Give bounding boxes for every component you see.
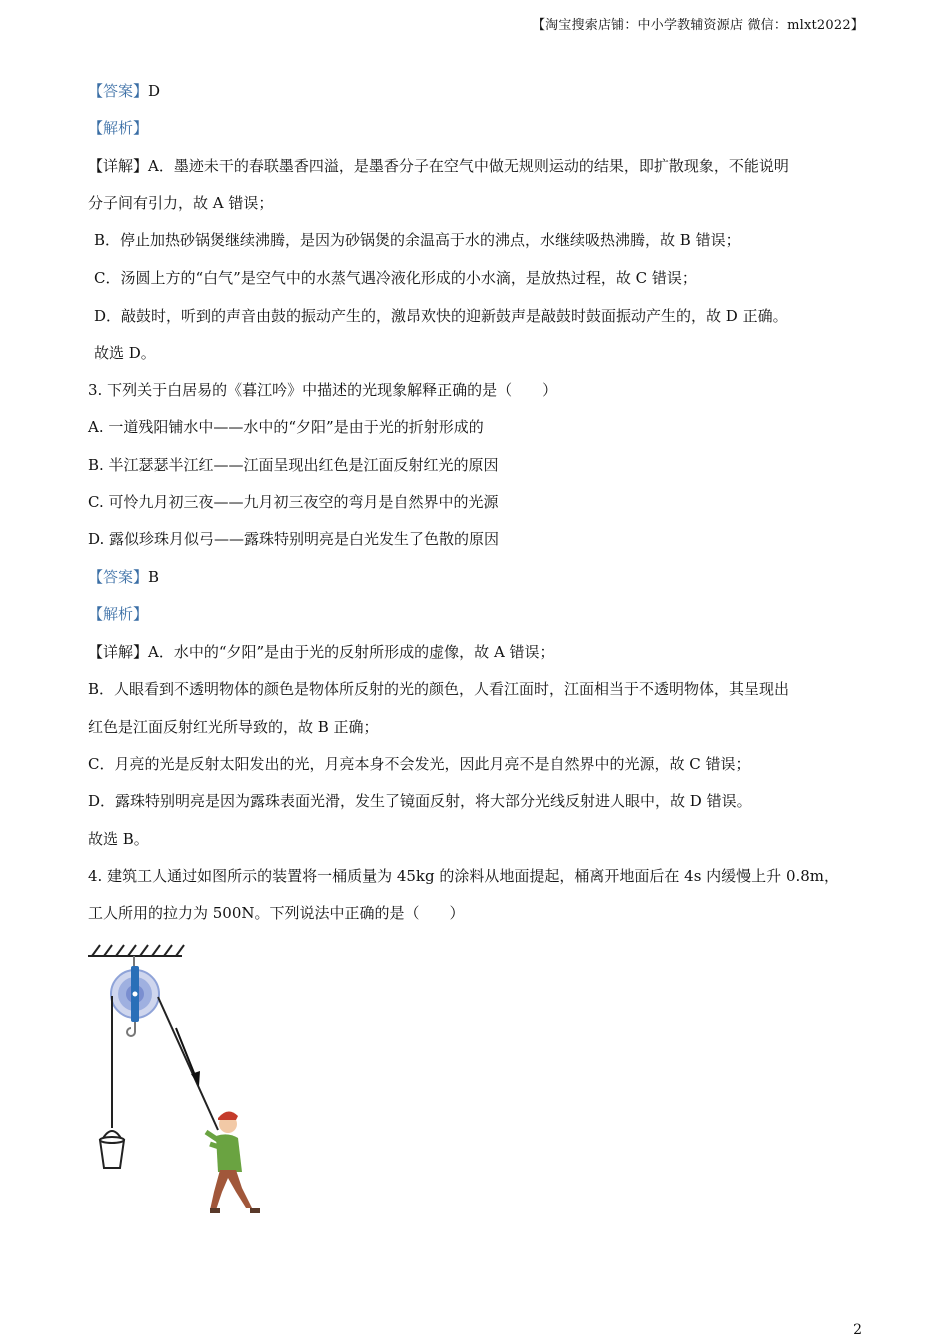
q3-conclusion: 故选 B。 (88, 830, 149, 848)
answer-tag: 【答案】 (88, 568, 149, 586)
analysis-tag: 【解析】 (88, 119, 149, 137)
bucket-icon (100, 1131, 124, 1168)
page-number: 2 (853, 1322, 862, 1338)
q3-detail-line-c: C．月亮的光是反射太阳发出的光，月亮本身不会发光，因此月亮不是自然界中的光源，故 C 错误； (88, 755, 751, 773)
q3-detail-line-b2: 红色是江面反射红光所导致的，故 B 正确； (88, 718, 379, 736)
q3-option-a: A. 一道残阳铺水中——水中的“夕阳”是由于光的折射形成的 (88, 418, 484, 436)
worker-icon (206, 1111, 260, 1213)
q2-detail-line-c: C．汤圆上方的“白气”是空气中的水蒸气遇冷液化形成的小水滴，是放热过程，故 C 错误； (94, 269, 697, 287)
hook-icon (127, 1022, 135, 1036)
q3-detail-line-b1: B．人眼看到不透明物体的颜色是物体所反射的光的颜色，人看江面时，江面相当于不透明物体，其呈现出 (88, 680, 790, 698)
detail-text: A．水中的“夕阳”是由于光的反射所形成的虚像，故 A 错误； (148, 643, 555, 661)
detail-text: A．墨迹未干的春联墨香四溢，是墨香分子在空气中做无规则运动的结果，即扩散现象，不能说明 (148, 157, 789, 175)
q3-stem: 3. 下列关于白居易的《暮江吟》中描述的光现象解释正确的是（ ） (88, 381, 558, 399)
q2-detail-line-a2: 分子间有引力，故 A 错误； (88, 194, 274, 212)
pulley-wheel-icon (111, 966, 159, 1022)
rope-right (158, 997, 218, 1130)
detail-tag: 【详解】 (88, 643, 149, 661)
header-note: 【淘宝搜索店铺：中小学教辅资源店 微信：mlxt2022】 (531, 18, 864, 33)
q3-option-c: C. 可怜九月初三夜——九月初三夜空的弯月是自然界中的光源 (88, 493, 499, 511)
q2-detail-line-d: D．敲鼓时，听到的声音由鼓的振动产生的，激昂欢快的迎新鼓声是敲鼓时鼓面振动产生的，故 D 正确。 (94, 307, 788, 325)
detail-tag: 【详解】 (88, 157, 149, 175)
analysis-tag: 【解析】 (88, 605, 149, 623)
arrow-icon (176, 1028, 200, 1086)
ceiling-icon (88, 945, 184, 956)
q2-conclusion: 故选 D。 (94, 344, 156, 362)
q4-stem-line2: 工人所用的拉力为 500N。下列说法中正确的是（ ） (88, 904, 465, 922)
q3-option-d: D. 露似珍珠月似弓——露珠特别明亮是白光发生了色散的原因 (88, 530, 500, 548)
answer-tag: 【答案】 (88, 82, 149, 100)
answer-value: D (148, 82, 161, 100)
answer-value: B (148, 568, 160, 586)
q2-detail-line-b: B．停止加热砂锅煲继续沸腾，是因为砂锅煲的余温高于水的沸点，水继续吸热沸腾，故 B 错误； (94, 231, 741, 249)
q3-detail-line-d: D．露珠特别明亮是因为露珠表面光滑，发生了镜面反射，将大部分光线反射进人眼中，故 D 错误。 (88, 792, 752, 810)
q3-option-b: B. 半江瑟瑟半江红——江面呈现出红色是江面反射红光的原因 (88, 456, 499, 474)
q4-stem-line1: 4. 建筑工人通过如图所示的装置将一桶质量为 45kg 的涂料从地面提起，桶离开地面后在 4s 内缓慢上升 0.8m， (88, 867, 840, 885)
